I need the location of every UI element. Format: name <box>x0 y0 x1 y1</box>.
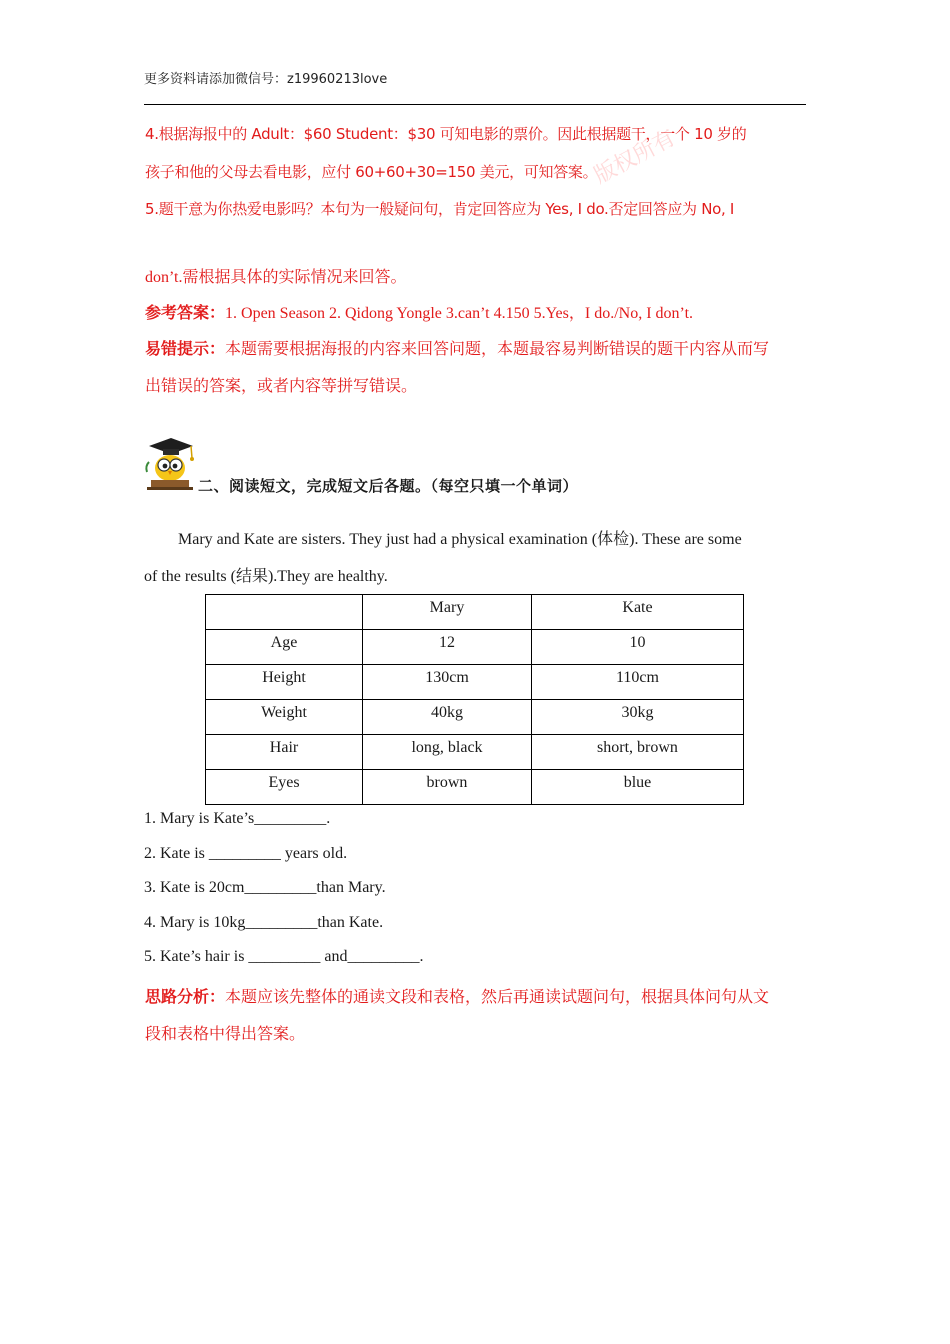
thinking-label: 思路分析： <box>145 989 226 1006</box>
table-cell: Height <box>206 665 363 700</box>
watermark: 版权所有 <box>590 125 680 189</box>
table-row <box>206 630 744 665</box>
results-table <box>205 594 744 805</box>
table-row <box>206 700 744 735</box>
header-divider <box>144 104 806 105</box>
thinking-line1: 本题应该先整体的通读文段和表格，然后再通读试题问句，根据具体问句从文 <box>225 989 770 1006</box>
table-cell: Weight <box>206 700 363 735</box>
owl-scholar-icon <box>143 436 195 492</box>
table-cell: Age <box>206 630 363 665</box>
table-header-cell <box>206 595 363 630</box>
header-note: 更多资料请添加微信号：z19960213love <box>144 72 388 87</box>
section-title: 二、阅读短文，完成短文后各题。（每空只填一个单词） <box>198 477 579 495</box>
table-cell: 130cm <box>363 665 532 700</box>
table-header-row <box>206 595 744 630</box>
table-cell: blue <box>532 770 744 805</box>
analysis-line-1: 4.根据海报中的 Adult：$60 Student：$30 可知电影的票价。因此根据题干，一个 10 岁的 <box>145 125 747 143</box>
reference-answer <box>145 300 693 323</box>
analysis-line-4: don’t.需根据具体的实际情况来回答。 <box>145 269 407 286</box>
thinking-line2: 段和表格中得出答案。 <box>145 1026 306 1043</box>
table-cell: long, black <box>363 735 532 770</box>
table-row <box>206 735 744 770</box>
reference-label: 参考答案： <box>145 305 226 322</box>
table-cell: Hair <box>206 735 363 770</box>
table-cell: brown <box>363 770 532 805</box>
table-cell: 30kg <box>532 700 744 735</box>
analysis-line-3: 5.题干意为你热爱电影吗？本句为一般疑问句，肯定回答应为 Yes, I do.否定回答应为 No, I <box>145 200 735 218</box>
question-3: 3. Kate is 20cm_________than Mary. <box>144 879 386 896</box>
error-tip <box>145 336 769 359</box>
table-cell: Eyes <box>206 770 363 805</box>
error-tip-label: 易错提示： <box>145 341 226 358</box>
thinking-analysis <box>145 984 769 1007</box>
table-row <box>206 665 744 700</box>
table-cell: 12 <box>363 630 532 665</box>
passage-line-2: of the results (结果).They are healthy. <box>144 568 388 585</box>
table-cell: 10 <box>532 630 744 665</box>
error-tip-line1: 本题需要根据海报的内容来回答问题，本题最容易判断错误的题干内容从而写 <box>225 341 770 358</box>
question-4: 4. Mary is 10kg_________than Kate. <box>144 914 384 931</box>
question-1: 1. Mary is Kate’s_________. <box>144 810 331 827</box>
table-header-cell: Mary <box>363 595 532 630</box>
table-row <box>206 770 744 805</box>
table-cell: short, brown <box>532 735 744 770</box>
reference-text: 1. Open Season 2. Qidong Yongle 3.can’t 4.150 5.Yes，I do./No, I don’t. <box>225 305 694 322</box>
analysis-line-2: 孩子和他的父母去看电影，应付 60+60+30=150 美元，可知答案。 <box>145 163 598 181</box>
question-5: 5. Kate’s hair is _________ and_________. <box>144 948 424 965</box>
error-tip-line2: 出错误的答案，或者内容等拼写错误。 <box>145 378 418 395</box>
passage-line-1: Mary and Kate are sisters. They just had a physical examination (体检). These are some <box>178 531 742 548</box>
table-header-cell: Kate <box>532 595 744 630</box>
table-cell: 40kg <box>363 700 532 735</box>
table-cell: 110cm <box>532 665 744 700</box>
question-2: 2. Kate is _________ years old. <box>144 845 348 862</box>
